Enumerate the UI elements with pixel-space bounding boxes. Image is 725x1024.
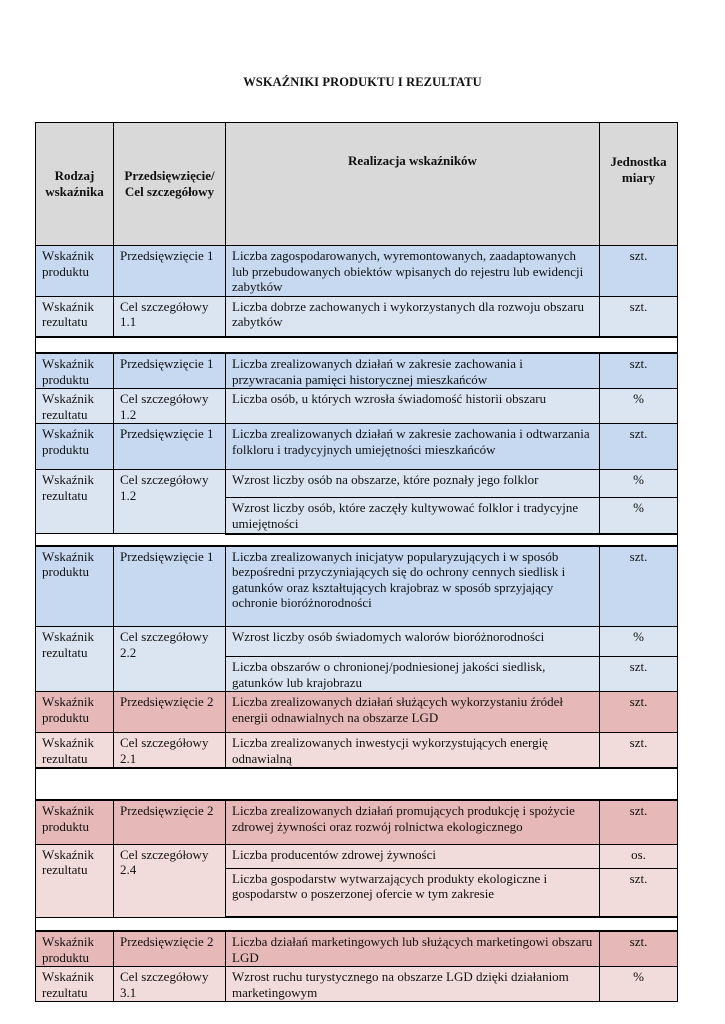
indicator-goal: Przedsięwzięcie 2 xyxy=(114,800,226,844)
table-row xyxy=(36,967,678,1002)
indicator-description: Liczba osób, u których wzrosła świadomość historii obszaru xyxy=(226,389,600,424)
indicator-description: Wzrost liczby osób na obszarze, które poznały jego folklor xyxy=(226,470,600,498)
indicator-unit: szt. xyxy=(600,657,678,692)
indicator-type: Wskaźnik produktu xyxy=(36,353,114,389)
table-row xyxy=(36,353,678,389)
indicator-unit: szt. xyxy=(600,868,678,917)
indicator-unit: % xyxy=(600,498,678,534)
indicator-unit: szt. xyxy=(600,733,678,769)
indicator-unit: % xyxy=(600,389,678,424)
table-spacer xyxy=(36,768,678,800)
indicator-type: Wskaźnik produktu xyxy=(36,246,114,297)
indicator-goal: Cel szczegółowy 2.1 xyxy=(114,733,226,769)
indicator-type: Wskaźnik produktu xyxy=(36,931,114,967)
indicator-description: Liczba zagospodarowanych, wyremontowanych, zaadaptowanych lub przebudowanych obiektów wpisanych do rejestru lub ewidencji zabytków xyxy=(226,246,600,297)
table-row xyxy=(36,296,678,337)
table-row xyxy=(36,424,678,470)
indicator-type: Wskaźnik produktu xyxy=(36,692,114,733)
header-goal: Przedsięwzięcie/ Cel szczegółowy xyxy=(114,123,226,246)
table-row xyxy=(36,692,678,733)
indicator-description: Liczba producentów zdrowej żywności xyxy=(226,844,600,868)
indicator-type: Wskaźnik produktu xyxy=(36,424,114,470)
table-row xyxy=(36,844,678,868)
indicator-goal: Przedsięwzięcie 2 xyxy=(114,931,226,967)
indicator-unit: szt. xyxy=(600,931,678,967)
table-spacer xyxy=(36,917,678,931)
indicator-type: Wskaźnik rezultatu xyxy=(36,733,114,769)
indicator-goal: Cel szczegółowy 2.2 xyxy=(114,627,226,692)
indicator-unit: % xyxy=(600,967,678,1002)
indicators-table xyxy=(35,122,678,1002)
indicator-unit: szt. xyxy=(600,424,678,470)
indicator-goal: Przedsięwzięcie 1 xyxy=(114,353,226,389)
indicator-unit: % xyxy=(600,470,678,498)
indicator-description: Liczba zrealizowanych inicjatyw popularyzujących i w sposób bezpośredni przyczyniających się do ochrony cennych siedlisk i gatunków oraz kształtujących krajobraz w sposób sprzyjający ochronie bioróżnorodności xyxy=(226,546,600,627)
table-row xyxy=(36,246,678,297)
indicator-unit: szt. xyxy=(600,692,678,733)
indicator-unit: os. xyxy=(600,844,678,868)
table-row xyxy=(36,627,678,657)
indicator-description: Wzrost liczby osób świadomych walorów bioróżnorodności xyxy=(226,627,600,657)
indicator-goal: Cel szczegółowy 1.2 xyxy=(114,470,226,534)
indicator-goal: Cel szczegółowy 1.2 xyxy=(114,389,226,424)
page-title: WSKAŹNIKI PRODUKTU I REZULTATU xyxy=(243,75,482,89)
indicator-description: Liczba gospodarstw wytwarzających produkty ekologiczne i gospodarstw o poszerzonej ofercie w tym zakresie xyxy=(226,868,600,917)
table-row xyxy=(36,470,678,498)
indicator-description: Liczba zrealizowanych inwestycji wykorzystujących energię odnawialną xyxy=(226,733,600,769)
indicator-unit: szt. xyxy=(600,800,678,844)
indicator-description: Liczba dobrze zachowanych i wykorzystanych dla rozwoju obszaru zabytków xyxy=(226,296,600,337)
table-spacer xyxy=(36,337,678,353)
indicator-type: Wskaźnik produktu xyxy=(36,546,114,627)
indicator-goal: Cel szczegółowy 1.1 xyxy=(114,296,226,337)
indicator-unit: szt. xyxy=(600,546,678,627)
header-unit: Jednostka miary xyxy=(600,123,678,246)
indicator-description: Liczba działań marketingowych lub służących marketingowi obszaru LGD xyxy=(226,931,600,967)
indicator-type: Wskaźnik rezultatu xyxy=(36,389,114,424)
indicator-unit: szt. xyxy=(600,353,678,389)
indicator-goal: Cel szczegółowy 3.1 xyxy=(114,967,226,1002)
indicator-goal: Cel szczegółowy 2.4 xyxy=(114,844,226,917)
indicator-goal: Przedsięwzięcie 2 xyxy=(114,692,226,733)
table-row xyxy=(36,733,678,769)
indicator-type: Wskaźnik rezultatu xyxy=(36,627,114,692)
table-row xyxy=(36,546,678,627)
indicator-goal: Przedsięwzięcie 1 xyxy=(114,424,226,470)
indicator-description: Liczba obszarów o chronionej/podniesionej jakości siedlisk, gatunków lub krajobrazu xyxy=(226,657,600,692)
header-realization: Realizacja wskaźników xyxy=(226,123,600,246)
indicator-unit: szt. xyxy=(600,296,678,337)
indicator-unit: % xyxy=(600,627,678,657)
indicator-type: Wskaźnik rezultatu xyxy=(36,296,114,337)
table-row xyxy=(36,389,678,424)
table-row xyxy=(36,931,678,967)
indicator-type: Wskaźnik produktu xyxy=(36,800,114,844)
indicator-unit: szt. xyxy=(600,246,678,297)
indicator-type: Wskaźnik rezultatu xyxy=(36,967,114,1002)
table-row xyxy=(36,800,678,844)
indicator-type: Wskaźnik rezultatu xyxy=(36,844,114,917)
indicator-description: Liczba zrealizowanych działań w zakresie zachowania i przywracania pamięci historycznej mieszkańców xyxy=(226,353,600,389)
table-spacer xyxy=(36,534,678,546)
indicator-description: Liczba zrealizowanych działań w zakresie zachowania i odtwarzania folkloru i tradycyjnych umiejętności mieszkańców xyxy=(226,424,600,470)
indicator-description: Wzrost ruchu turystycznego na obszarze LGD dzięki działaniom marketingowym xyxy=(226,967,600,1002)
indicator-type: Wskaźnik rezultatu xyxy=(36,470,114,534)
indicator-description: Wzrost liczby osób, które zaczęły kultywować folklor i tradycyjne umiejętności xyxy=(226,498,600,534)
table-header-row xyxy=(36,123,678,246)
indicator-goal: Przedsięwzięcie 1 xyxy=(114,546,226,627)
indicator-goal: Przedsięwzięcie 1 xyxy=(114,246,226,297)
indicator-description: Liczba zrealizowanych działań służących wykorzystaniu źródeł energii odnawialnych na obszarze LGD xyxy=(226,692,600,733)
indicator-description: Liczba zrealizowanych działań promujących produkcję i spożycie zdrowej żywności oraz rozwój rolnictwa ekologicznego xyxy=(226,800,600,844)
header-type: Rodzaj wskaźnika xyxy=(36,123,114,246)
